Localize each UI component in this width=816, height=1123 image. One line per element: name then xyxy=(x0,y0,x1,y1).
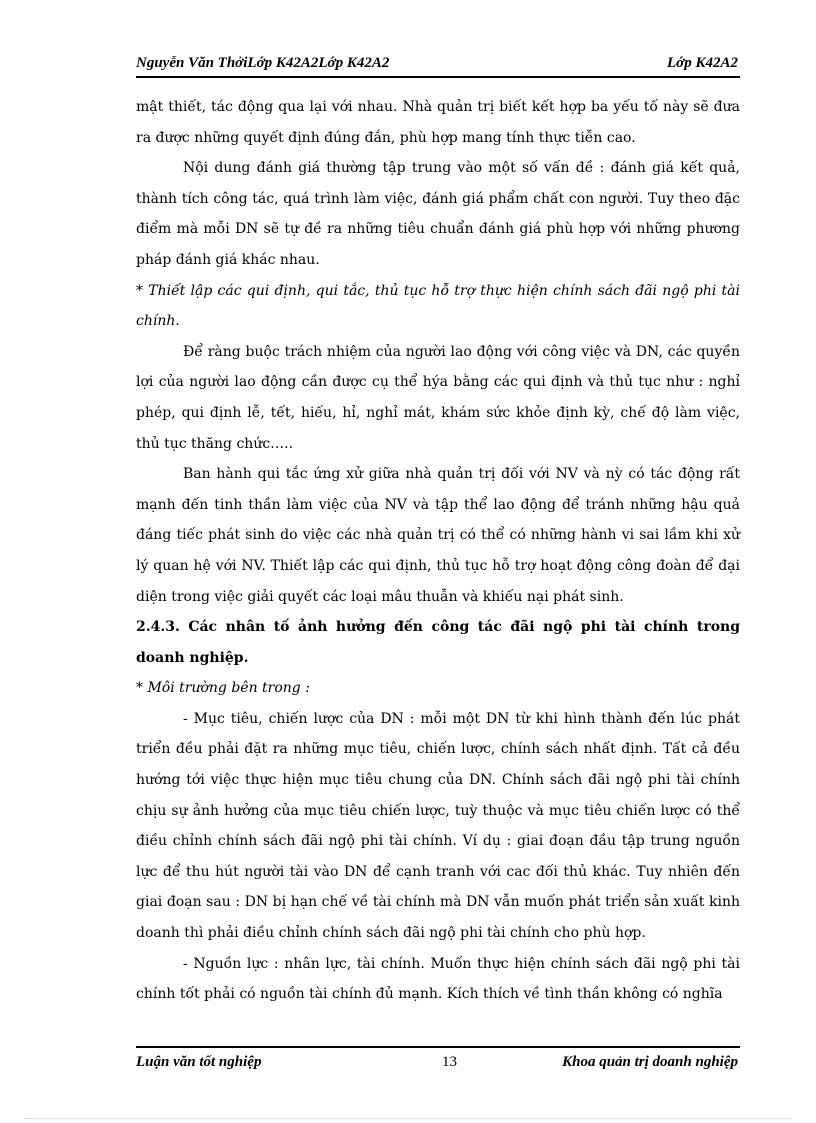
section-heading-2-4-3: 2.4.3. Các nhân tố ảnh hưởng đến công tác đãi ngộ phi tài chính trong doanh nghiệp. xyxy=(136,619,740,666)
paragraph-1: mật thiết, tác động qua lại với nhau. Nhà quản trị biết kết hợp ba yếu tố này sẽ đưa ra được những quyết định đúng đắn, phù hợp mang tính thực tiễn cao. xyxy=(136,99,740,146)
header-class: Lớp K42A2 xyxy=(667,55,738,71)
paragraph-3: Để ràng buộc trách nhiệm của người lao động với công việc và DN, các quyền lợi của người lao động cần được cụ thể hýa bằng các qui định và thủ tục như : nghỉ phép, qui định lễ, tết, hiếu, hỉ, nghỉ mát, khám sức khỏe định kỳ, chế độ làm việc, thủ tục thăng chức….. xyxy=(136,343,740,452)
paragraph-resources: - Nguồn lực : nhân lực, tài chính. Muốn thực hiện chính sách đãi ngộ phi tài chính tốt phải có nguồn tài chính đủ mạnh. Kích thích về tình thần không có nghĩa xyxy=(136,955,740,1003)
page-bottom-edge xyxy=(24,1118,792,1119)
paragraph-goals-strategy: - Mục tiêu, chiến lược của DN : mỗi một DN từ khi hình thành đến lúc phát triển đều phải đặt ra những mục tiêu, chiến lược, chính sách nhất định. Tất cả đều hướng tới việc thực hiện mục tiêu chung của DN. Chính sách đãi ngộ phi tài chính chịu sự ảnh hưởng của mục tiêu chiến lược, tuỳ thuộc và mục tiêu chiến lược có thể điều chỉnh chính sách đãi ngộ phi tài chính. Ví dụ : giai đoạn đầu tập trung nguồn lực để thu hút người tài vào DN để cạnh tranh với cac đối thủ khác. Tuy nhiên đến giai đoạn sau : DN bị hạn chế về tài chính mà DN vẫn muốn phát triển sản xuất kinh doanh thì phải điều chỉnh chính sách đãi ngộ phi tài chính cho phù hợp. xyxy=(136,710,740,942)
page-header xyxy=(136,52,740,78)
paragraph-2: Nội dung đánh giá thường tập trung vào một số vấn đề : đánh giá kết quả, thành tích công tác, quá trình làm việc, đánh giá phẩm chất con người. Tuy theo đặc điểm mà mỗi DN sẽ tự đề ra những tiêu chuẩn đánh giá phù hợp với những phương pháp đánh giá khác nhau. xyxy=(136,160,740,268)
body-text xyxy=(136,92,740,1010)
paragraph-4: Ban hành qui tắc ứng xử giữa nhà quản trị đối với NV và nỳ có tác động rất mạnh đến tinh thần làm việc của NV và tập thể lao động để tránh những hậu quả đáng tiếc phát sinh do việc các nhà quản trị có thể có những hành vi sai lầm khi xử lý quan hệ với NV. Thiết lập các qui định, thủ tục hỗ trợ hoạt động công đoàn để đại diện trong việc giải quyết các loại mâu thuẫn và khiếu nại phát sinh. xyxy=(136,466,740,605)
page-number: 13 xyxy=(442,1054,457,1070)
footer-thesis-label: Luận văn tốt nghiệp xyxy=(136,1054,262,1070)
subheading-internal-environment: * Môi trường bên trong : xyxy=(136,680,310,697)
subsection-title-regulations: * Thiết lập các qui định, qui tắc, thủ tục hỗ trợ thực hiện chính sách đãi ngộ phi tài chính. xyxy=(136,282,740,330)
footer-faculty-label: Khoa quản trị doanh nghiệp xyxy=(562,1054,738,1070)
page-footer xyxy=(136,1046,740,1074)
header-author-class: Nguyễn Văn ThởiLớp K42A2Lớp K42A2 xyxy=(136,55,390,71)
